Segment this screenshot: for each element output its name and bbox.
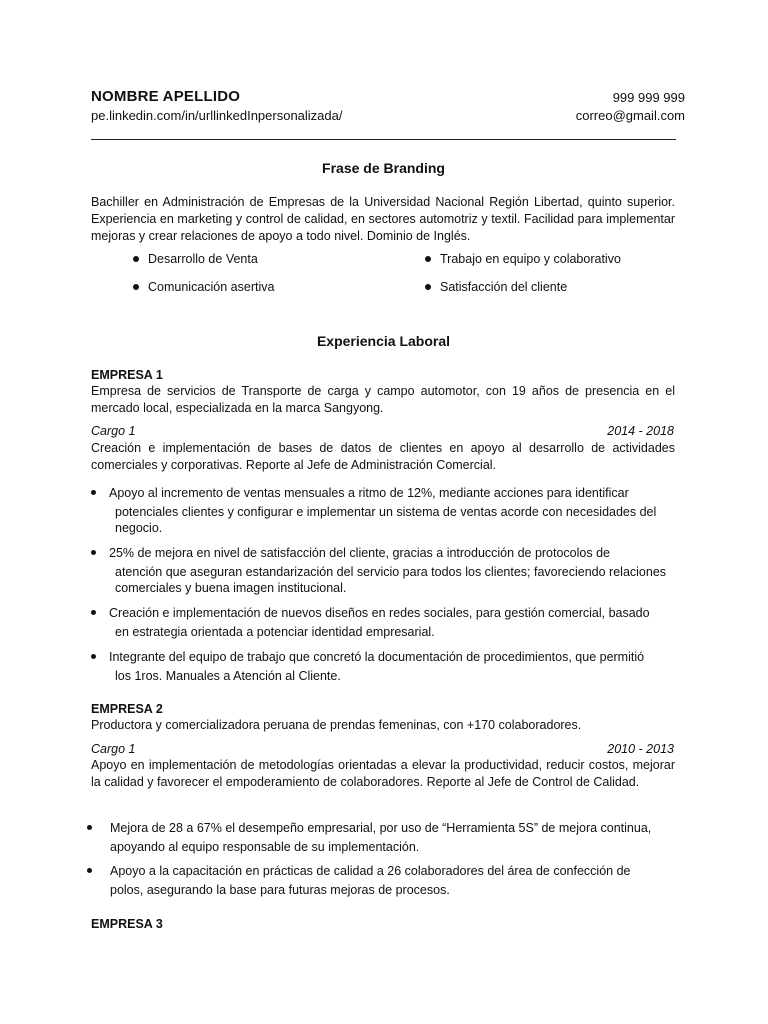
role-description: Creación e implementación de bases de datos de clientes en apoyo al desarrollo de actividades comerciales y corporativas. Reporte al Jefe de Administración Comercial. bbox=[91, 441, 675, 472]
skill-item: Trabajo en equipo y colaborativo bbox=[425, 252, 621, 266]
role-title: Cargo 1 bbox=[91, 424, 136, 438]
bullet-icon bbox=[91, 610, 96, 615]
bullet-icon bbox=[133, 256, 139, 262]
linkedin-url[interactable]: pe.linkedin.com/in/urllinkedInpersonalizada/ bbox=[91, 108, 343, 123]
skill-item: Satisfacción del cliente bbox=[425, 280, 567, 294]
bullet-icon bbox=[425, 284, 431, 290]
bullet-icon bbox=[425, 256, 431, 262]
role-title: Cargo 1 bbox=[91, 742, 136, 756]
role-row bbox=[91, 742, 674, 756]
bullet-icon bbox=[87, 825, 92, 830]
experience-title: Experiencia Laboral bbox=[316, 333, 451, 349]
header-divider bbox=[91, 139, 676, 140]
role-period: 2014 - 2018 bbox=[607, 424, 674, 438]
bullet-icon bbox=[87, 868, 92, 873]
company-name: EMPRESA 3 bbox=[91, 917, 163, 931]
role-period: 2010 - 2013 bbox=[607, 742, 674, 756]
header-top-row bbox=[91, 88, 685, 105]
skill-item: Comunicación asertiva bbox=[133, 280, 274, 294]
branding-title: Frase de Branding bbox=[322, 160, 445, 176]
role-description: Apoyo en implementación de metodologías orientadas a elevar la productividad, reducir costos, mejorar la calidad y favorecer el empoderamiento de colaboradores. Reporte al Jefe de Control de Calidad. bbox=[91, 758, 675, 789]
full-name: NOMBRE APELLIDO bbox=[91, 88, 241, 105]
header-bottom-row bbox=[91, 108, 685, 123]
email-address[interactable]: correo@gmail.com bbox=[575, 108, 685, 123]
company-name: EMPRESA 2 bbox=[91, 702, 163, 716]
skill-item: Desarrollo de Venta bbox=[133, 252, 258, 266]
bullet-icon bbox=[91, 654, 96, 659]
resume-page: NOMBRE APELLIDO 999 999 999 pe.linkedin.com/in/urllinkedInpersonalizada/ correo@gmail.com Frase de Branding Bachiller en Administración de Empresas de la Universidad Nacional Región Libertad, quinto superior. Experiencia en marketing y control de calidad, en sectores automotriz y textil. Facilidad para implementar mejoras y crear relaciones de apoyo a todo nivel. Dominio de Inglés. Desarrollo de Venta Trabajo en equipo y colaborativo Comunicación asertiva Satisfacción del cliente Experiencia Laboral EMPRESA 1 Empresa de servicios de Transporte de carga y campo automotor, con 19 años de presencia en el mercado local, especializada en la marca Sangyong. Cargo 1 2014 - 2018 Creación e implementación de bases de datos de clientes en apoyo al desarrollo de actividades comerciales y corporativas. Reporte al Jefe de Administración Comercial. Apoyo al incremento de ventas mensuales a ritmo de 12%, mediante acciones para identificar potenciales clientes y configurar e implementar un sistema de ventas acorde con necesidades del negocio. 25% de mejora en nivel de satisfacción del cliente, gracias a introducción de protocolos de atención que aseguran estandarización del servicio para todos los clientes; favoreciendo relaciones comerciales y buena imagen institucional. Creación e implementación de nuevos diseños en redes sociales, para gestión comercial, basado en estrategia orientada a potenciar identidad empresarial. Integrante del equipo de trabajo que concretó la documentación de procedimientos, que permitió los 1ros. Manuales a Atención al Cliente. EMPRESA 2 Productora y comercializadora peruana de prendas femeninas, con +170 colaboradores. Cargo 1 2010 - 2013 Apoyo en implementación de metodologías orientadas a elevar la productividad, reducir costos, mejorar la calidad y favorecer el empoderamiento de colaboradores. Reporte al Jefe de Control de Calidad. Mejora de 28 a 67% el desempeño empresarial, por uso de “Herramienta 5S” de mejora continua, apoyando al equipo responsable de su implementación. Apoyo a la capacitación en prácticas de calidad a 26 colaboradores del área de confección de polos, asegurando la base para futuras mejoras de procesos. EMPRESA 3 bbox=[91, 0, 685, 1024]
branding-summary: Bachiller en Administración de Empresas de la Universidad Nacional Región Libertad, quinto superior. Experiencia en marketing y control de calidad, en sectores automotriz y textil. Facilidad para implementar mejoras y crear relaciones de apoyo a todo nivel. Dominio de Inglés. bbox=[91, 195, 675, 243]
company-description: Empresa de servicios de Transporte de carga y campo automotor, con 19 años de presencia en el mercado local, especializada en la marca Sangyong. bbox=[91, 384, 675, 415]
company-description: Productora y comercializadora peruana de prendas femeninas, con +170 colaboradores. bbox=[91, 718, 582, 732]
bullet-icon bbox=[91, 550, 96, 555]
bullet-icon bbox=[91, 490, 96, 495]
bullet-icon bbox=[133, 284, 139, 290]
company-name: EMPRESA 1 bbox=[91, 368, 163, 382]
phone-number: 999 999 999 bbox=[612, 90, 685, 105]
role-row bbox=[91, 424, 674, 438]
